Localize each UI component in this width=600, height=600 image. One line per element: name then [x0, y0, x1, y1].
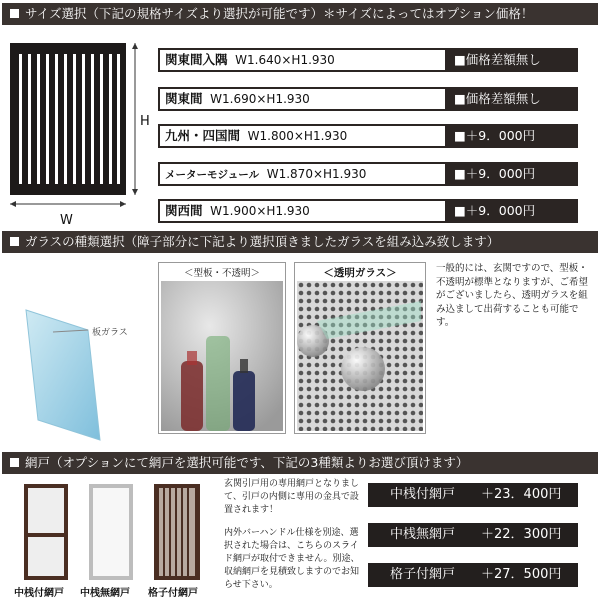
glass-section-title: ガラスの種類選択（障子部分に下記より選択頂きましたガラスを組み込み致します）	[25, 234, 500, 249]
size-dimensions: W1.870×H1.930	[266, 167, 367, 181]
square-bullet-icon	[10, 237, 19, 246]
net-note-install: 玄関引戸用の専用網戸となりまして、引戸の内側に専用の金具で設置されます！	[224, 479, 360, 515]
net-option-name: 格子付網戸	[390, 567, 456, 582]
size-row-kanto[interactable]	[158, 87, 578, 111]
square-bullet-icon	[10, 9, 19, 18]
net-option-price: ＋27．500円	[481, 567, 562, 582]
frosted-glass-panel[interactable]	[158, 262, 286, 434]
glass-note: 一般的には、玄関ですので、型板・不透明が標準となりますが、ご希望がございましたら、透明ガラスを組み込まして出荷することも可能です。	[436, 263, 589, 328]
frosted-glass-photo	[161, 281, 283, 431]
net-section-title: 網戸（オプションにて網戸を選択可能です、下記の3種類よりお選び頂けます）	[25, 455, 469, 470]
size-name: 関東間入隅	[165, 52, 228, 67]
net-caption-with-bar: 中桟付網戸	[14, 588, 64, 599]
screen-door-lattice	[154, 484, 200, 580]
net-option-without-bar[interactable]	[368, 523, 578, 547]
net-note-handle: 内外バーハンドル仕様を別途、選択された場合は、こちらのスライド網戸が取付できません。別途、収納網戸を見積致しますのでお知らせ下さい。	[224, 528, 360, 590]
size-name: メーターモジュール	[165, 169, 260, 181]
size-row-kansai[interactable]	[158, 199, 578, 223]
screen-door-with-bar	[24, 484, 68, 580]
screen-door-without-bar	[89, 484, 133, 580]
door-frame	[10, 43, 126, 195]
net-option-name: 中桟無網戸	[390, 527, 456, 542]
net-option-name: 中桟付網戸	[390, 487, 456, 502]
size-dimensions: W1.640×H1.930	[235, 53, 335, 67]
glass-pane-illustration	[8, 290, 148, 450]
net-option-price: ＋22．300円	[481, 527, 562, 542]
net-option-with-bar[interactable]	[368, 483, 578, 507]
net-option-price: ＋23．400円	[481, 487, 562, 502]
size-name: 関西間	[165, 203, 203, 218]
size-row-meter-module[interactable]	[158, 162, 578, 186]
glass-section-header	[2, 231, 598, 253]
size-dimensions: W1.800×H1.930	[247, 129, 348, 143]
net-caption-lattice: 格子付網戸	[148, 588, 198, 599]
square-bullet-icon	[10, 458, 19, 467]
screen-door-illustrations	[20, 482, 220, 584]
size-row-kyushu-shikoku[interactable]	[158, 124, 578, 148]
size-section-header	[2, 3, 598, 25]
height-label: H	[140, 114, 150, 129]
size-name: 九州・四国間	[165, 128, 241, 143]
size-price: ■＋9．000円	[454, 166, 536, 181]
frosted-glass-caption: ＜型板・不透明＞	[183, 268, 260, 279]
size-price: ■価格差額無し	[454, 91, 541, 106]
net-section-header	[2, 452, 598, 474]
board-glass-label: 板ガラス	[92, 328, 128, 338]
clear-glass-photo	[297, 281, 423, 431]
clear-glass-panel[interactable]	[294, 262, 426, 434]
net-caption-without-bar: 中桟無網戸	[80, 588, 130, 599]
size-section-title: サイズ選択（下記の規格サイズより選択が可能です）＊サイズによってはオプション価格！	[25, 6, 534, 21]
size-price: ■価格差額無し	[454, 52, 541, 67]
glass-pane	[26, 310, 100, 440]
door-size-diagram	[4, 40, 154, 220]
size-row-kanto-irisumi[interactable]	[158, 48, 578, 72]
size-price: ■＋9．000円	[454, 128, 536, 143]
width-label: W	[60, 213, 73, 228]
size-dimensions: W1.690×H1.930	[210, 92, 310, 106]
size-price: ■＋9．000円	[454, 203, 536, 218]
size-name: 関東間	[165, 91, 203, 106]
clear-glass-caption: ＜透明ガラス＞	[323, 267, 397, 279]
size-dimensions: W1.900×H1.930	[210, 204, 310, 218]
net-option-lattice[interactable]	[368, 563, 578, 587]
